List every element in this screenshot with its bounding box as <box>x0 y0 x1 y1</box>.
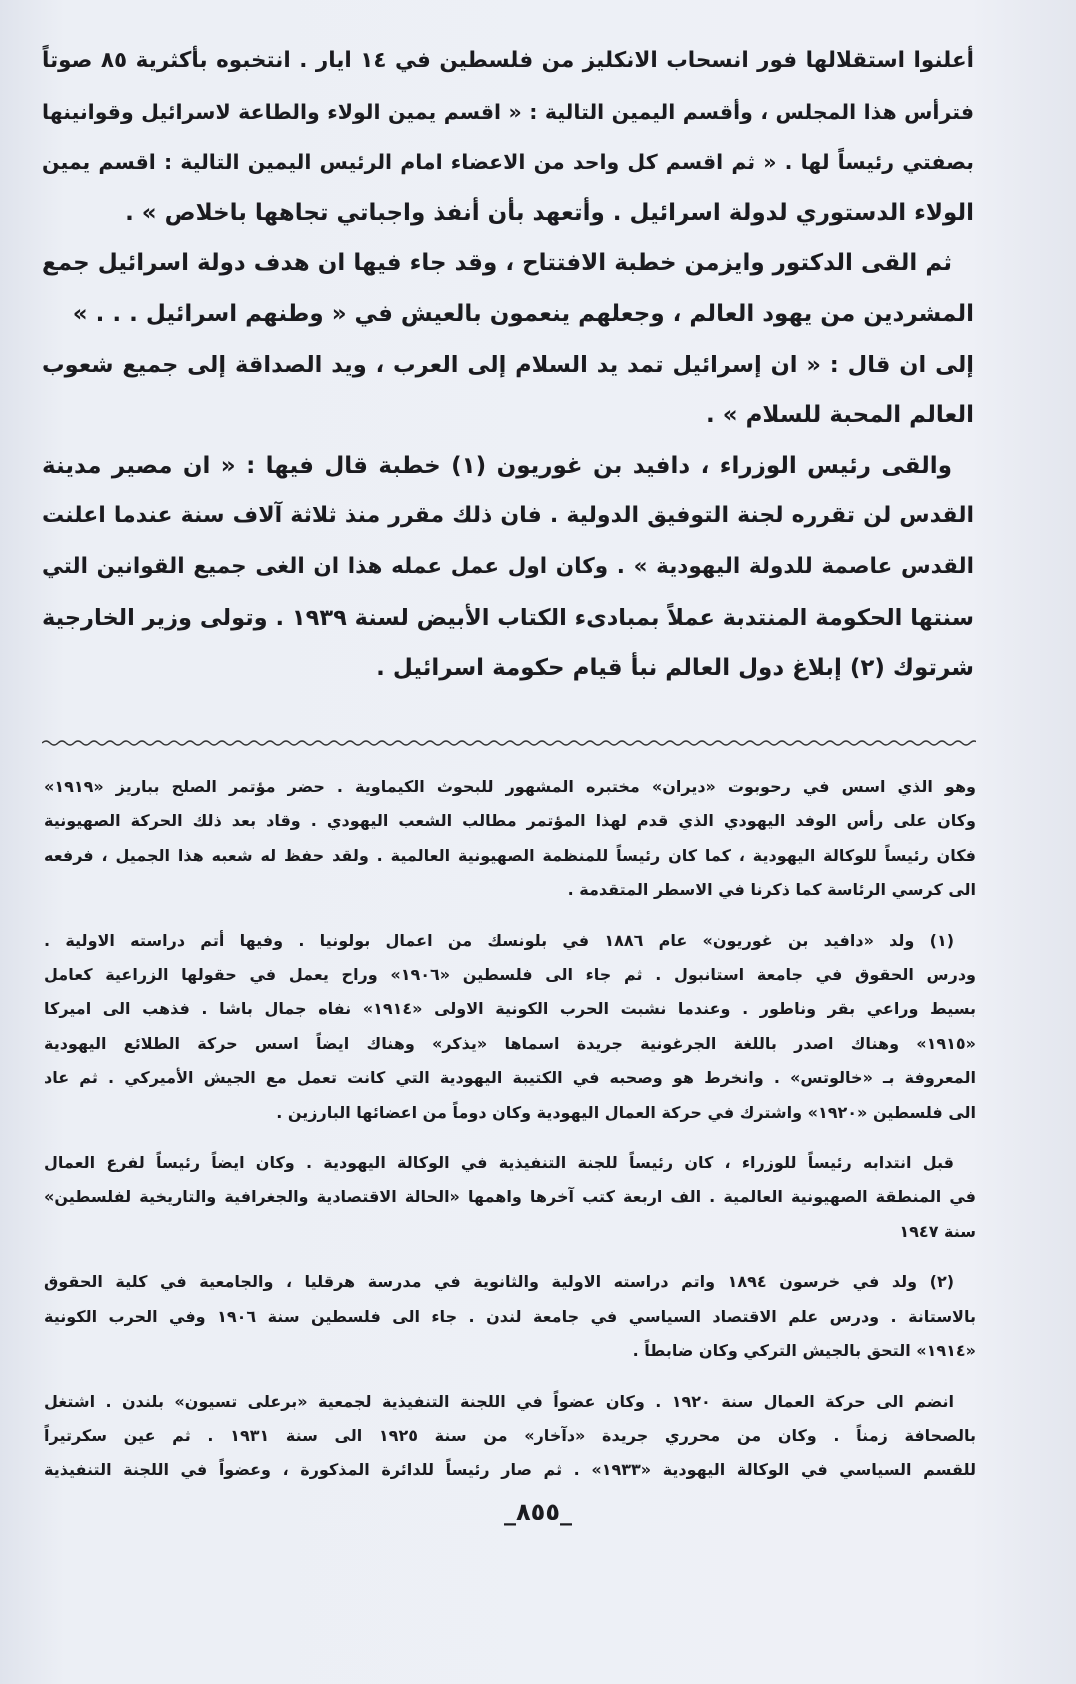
text-line: (١) ولد «دافيد بن غوريون» عام ١٨٨٦ في بلونسك من اعمال بولونيا . وفيها أتم دراسته الاولية . <box>44 930 955 950</box>
footnote-paragraph <box>44 770 976 908</box>
footnote-paragraph <box>44 924 976 1130</box>
paragraph <box>42 36 974 238</box>
text-line: بالصحافة زمناً . وكان من محرري جريدة «دآخار» من سنة ١٩٢٥ الى سنة ١٩٣١ . ثم عين سكرتيراً <box>44 1425 977 1445</box>
text-line: الولاء الدستوري لدولة اسرائيل . وأتعهد بأن أنفذ واجباتي تجاهها باخلاص » . <box>125 199 974 226</box>
text-line: إلى ان قال : « ان إسرائيل تمد يد السلام إلى العرب ، ويد الصداقة إلى جميع شعوب <box>42 351 974 378</box>
text-line: ودرس الحقوق في جامعة استانبول . ثم جاء الى فلسطين «١٩٠٦» وراح يعمل في حقولها الزراعية كعامل <box>44 965 976 985</box>
text-line: سنة ١٩٤٧ <box>899 1221 976 1241</box>
text-line: انضم الى حركة العمال سنة ١٩٢٠ . وكان عضواً في اللجنة التنفيذية لجمعية «برعلى تسيون» بلندن . اشتغل <box>44 1391 955 1411</box>
footnote-paragraph <box>44 1265 976 1368</box>
text-line: المشردين من يهود العالم ، وجعلهم ينعمون بالعيش في « وطنهم اسرائيل . . . » <box>72 300 974 327</box>
footnote-divider <box>42 738 976 748</box>
text-line: وكان على رأس الوفد اليهودي الذي قدم لهذا المؤتمر مطالب الشعب اليهودي . وقاد بعد ذلك الحركة الصهيونية <box>44 811 976 831</box>
text-line: في المنطقة الصهيونية العالمية . الف اربعة كتب آخرها واهمها «الحالة الاقتصادية والجغرافية والتاريخية لفلسطين» <box>44 1187 976 1207</box>
text-line: المعروفة بـ «خالوتس» . وانخرط هو وصحبه في الكتيبة اليهودية التي كانت تعمل مع الجيش الأميركي . ثم عاد <box>44 1068 976 1088</box>
footnote-paragraph <box>44 1146 976 1249</box>
text-line: أعلنوا استقلالها فور انسحاب الانكليز من فلسطين في ١٤ ايار . انتخبوه بأكثرية ٨٥ صوتاً <box>42 48 974 73</box>
text-line: (٢) ولد في خرسون ١٨٩٤ واتم دراسته الاولية والثانوية في مدرسة هرقليا ، والجامعية في كلية الحقوق <box>44 1272 955 1292</box>
text-line: فكان رئيساً للوكالة اليهودية ، كما كان رئيساً للمنظمة الصهيونية العالمية . ولقد حفظ له شعبه هذا الجميل ، فرفعه <box>44 845 976 865</box>
text-line: للقسم السياسي في الوكالة اليهودية «١٩٣٣» . ثم صار رئيساً للدائرة المذكورة ، وعضواً في اللجنة التنفيذية <box>44 1460 977 1480</box>
page-number: _٨٥٥_ <box>504 1498 572 1526</box>
wavy-rule <box>42 741 976 745</box>
text-line: العالم المحبة للسلام » . <box>705 402 974 429</box>
text-line: قبل انتدابه رئيساً للوزراء ، كان رئيساً للجنة التنفيذية في الوكالة اليهودية . وكان ايضاً رئيساً لفرع العمال <box>44 1153 954 1173</box>
footnotes <box>44 770 976 1488</box>
text-line: القدس عاصمة للدولة اليهودية » . وكان اول عمل عمله هذا ان الغى جميع القوانين التي <box>42 553 974 579</box>
footnote-paragraph <box>44 1385 976 1488</box>
main-text <box>42 36 974 694</box>
text-line: الى فلسطين «١٩٢٠» واشترك في حركة العمال اليهودية وكان دوماً من اعضائها البارزين . <box>276 1102 976 1122</box>
text-line: القدس لن تقرره لجنة التوفيق الدولية . فان ذلك مقرر منذ ثلاثة آلاف سنة عندما اعلنت <box>42 503 974 529</box>
text-line: بسيط وراعي بقر وناطور . وعندما نشبت الحرب الكونية الاولى «١٩١٤» نفاه جمال باشا . فذهب الى اميركا <box>44 999 977 1019</box>
paragraph <box>42 238 974 339</box>
paragraph <box>42 340 974 441</box>
text-line: وهو الذي اسس في رحوبوت «ديران» مختبره المشهور للبحوث الكيماوية . حضر مؤتمر الصلح بباريز «١٩١٩» <box>44 777 976 796</box>
paragraph <box>42 441 974 694</box>
text-line: شرتوك (٢) إبلاغ دول العالم نبأ قيام حكومة اسرائيل . <box>376 655 974 682</box>
text-line: «١٩١٥» وهناك اصدر باللغة الجرغونية جريدة اسماها «يذكر» وهناك ايضاً اسس حركة الطلائع اليهودية <box>44 1033 976 1053</box>
text-line: سنتها الحكومة المنتدبة عملاً بمبادىء الكتاب الأبيض لسنة ١٩٣٩ . وتولى وزير الخارجية <box>42 604 974 631</box>
text-line: بصفتي رئيساً لها . « ثم اقسم كل واحد من الاعضاء امام الرئيس اليمين التالية : اقسم يمين <box>42 150 974 175</box>
text-line: بالاستانة . ودرس علم الاقتصاد السياسي في جامعة لندن . جاء الى فلسطين سنة ١٩٠٦ وفي الحرب الكونية <box>44 1306 976 1326</box>
text-line: «١٩١٤» التحق بالجيش التركي وكان ضابطاً . <box>632 1341 976 1361</box>
text-line: والقى رئيس الوزراء ، دافيد بن غوريون (١) خطبة قال فيها : « ان مصير مدينة <box>42 452 952 479</box>
text-line: ثم القى الدكتور وايزمن خطبة الافتتاح ، وقد جاء فيها ان هدف دولة اسرائيل جمع <box>42 250 952 277</box>
text-line: الى كرسي الرئاسة كما ذكرنا في الاسطر المتقدمة . <box>567 880 976 900</box>
text-line: فترأس هذا المجلس ، وأقسم اليمين التالية : « اقسم يمين الولاء والطاعة لاسرائيل وقوانينها <box>42 99 974 124</box>
